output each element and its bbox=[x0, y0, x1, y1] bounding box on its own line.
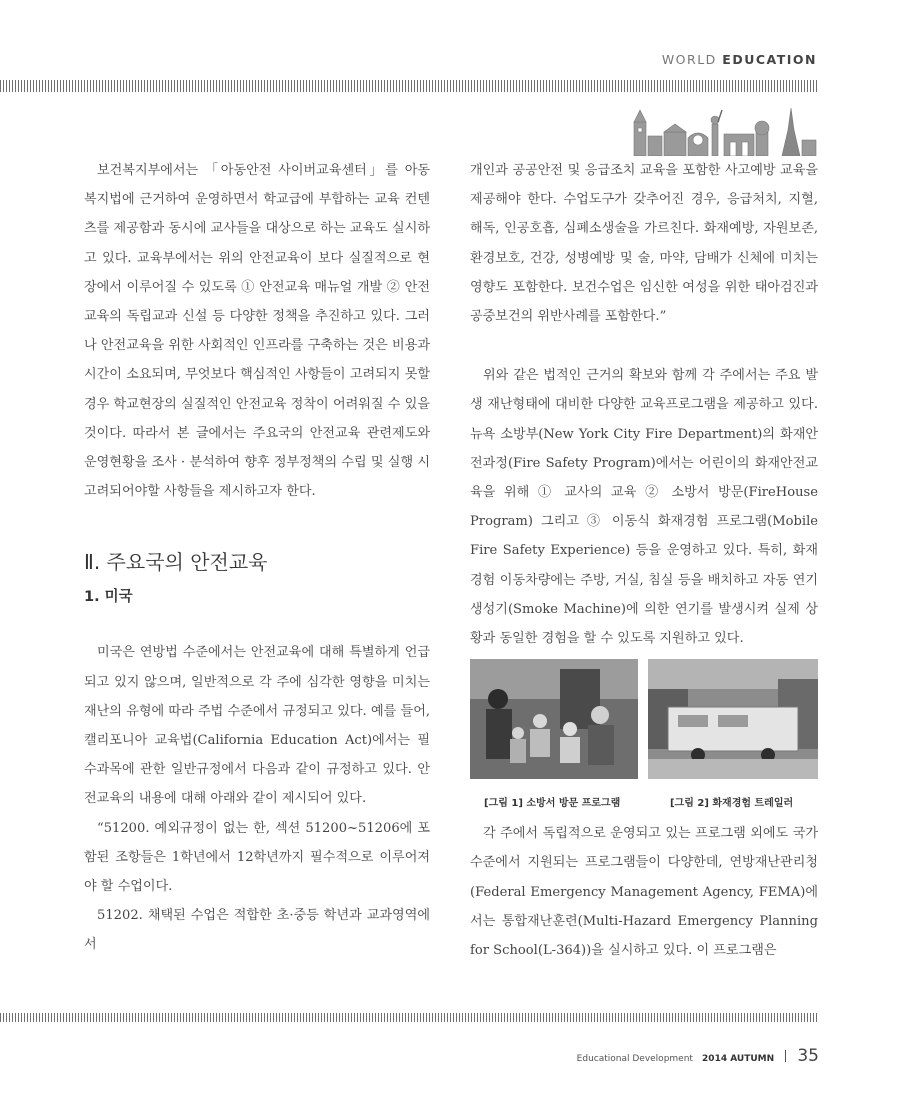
figure1-caption: [그림 1] 소방서 방문 프로그램 bbox=[484, 798, 621, 810]
quote-continued-paragraph: 51202. 채택된 수업은 적합한 초·중등 학년과 교과영역에서 bbox=[84, 908, 430, 953]
right-column bbox=[470, 156, 818, 965]
page-number: 35 bbox=[797, 1046, 819, 1066]
bottom-stripe-divider bbox=[0, 1013, 818, 1022]
footer-divider bbox=[785, 1050, 786, 1062]
section-title: Ⅱ. 주요국의 안전교육 bbox=[84, 550, 268, 575]
fema-paragraph: 각 주에서 독립적으로 운영되고 있는 프로그램 외에도 국가 수준에서 지원되는 프로그램들이 다양한데, 연방재난관리청(Federal Emergency Management Agency, FEMA)에서는 통합재난훈련(Multi-Hazard Emergency Planning for School(L-364))을 실시하고 있다. 이 프로그램은 bbox=[470, 826, 818, 959]
header-label bbox=[662, 52, 817, 67]
intro-paragraph: 보건복지부에서는 「아동안전 사이버교육센터」를 아동 복지법에 근거하여 운영하면서 학교급에 부합하는 교육 컨텐츠를 제공함과 동시에 교사들을 대상으로 하는 교육도 실시하고 있다. 교육부에서는 위의 안전교육이 보다 실질적으로 현장에서 이루어질 수 있도록 ① 안전교육 매뉴얼 개발 ② 안전교육의 독립교과 신설 등 다양한 정책을 추진하고 있다. 그러나 안전교육을 위한 사회적인 인프라를 구축하는 것은 비용과 시간이 소요되며, 무엇보다 핵심적인 사항들이 고려되지 못할 경우 학교현장의 실질적인 안전교육 정착이 어려워질 수 있을 것이다. 따라서 본 글에서는 주요국의 안전교육 관련제도와 운영현황을 조사 · 분석하여 향후 정부정책의 수립 및 실행 시 고려되어야할 사항들을 제시하고자 한다. bbox=[84, 163, 430, 500]
subsection-title: 1. 미국 bbox=[84, 589, 133, 606]
quote-paragraph: “51200. 예외규정이 없는 한, 섹션 51200~51206에 포함된 조항들은 1학년에서 12학년까지 필수적으로 이루어져야 할 수업이다. bbox=[84, 820, 430, 895]
header-label-bold: EDUCATION bbox=[722, 52, 817, 67]
footer-season: 2014 AUTUMN bbox=[702, 1054, 775, 1064]
fdny-paragraph: 위와 같은 법적인 근거의 확보와 함께 각 주에서는 주요 발생 재난형태에 대비한 다양한 교육프로그램을 제공하고 있다. 뉴욕 소방부(New York City Fire Department)의 화재안전과정(Fire Safety Program)에서는 어린이의 화재안전교육을 위해 ① 교사의 교육 ② 소방서 방문(FireHouse Program) 그리고 ③ 이동식 화재경험 프로그램(Mobile Fire Safety Experience) 등을 운영하고 있다. 특히, 화재경험 이동차량에는 주방, 거실, 침실 등을 배치하고 자동 연기생성기(Smoke Machine)에 의한 연기를 발생시켜 실제 상황과 동일한 경험을 할 수 있도록 지원하고 있다. bbox=[470, 368, 818, 647]
world-landmarks-icon bbox=[626, 100, 822, 156]
header-label-light: WORLD bbox=[661, 52, 717, 67]
figure2-caption: [그림 2] 화재경험 트레일러 bbox=[670, 798, 794, 810]
fire-trailer-photo bbox=[648, 659, 818, 779]
quote-end-paragraph: 개인과 공공안전 및 응급조치 교육을 포함한 사고예방 교육을 제공해야 한다. 수업도구가 갖추어진 경우, 응급처치, 지혈, 해독, 인공호흡, 심폐소생술을 가르친다. 화재예방, 자원보존, 환경보호, 건강, 성병예방 및 술, 마약, 담배가 신체에 미치는 영향도 포함한다. 보건수업은 임신한 여성을 위한 태아검진과 공중보건의 위반사례를 포함한다.” bbox=[470, 163, 818, 325]
top-stripe-divider bbox=[0, 80, 818, 92]
left-column bbox=[84, 156, 430, 960]
footer-publication: Educational Development bbox=[576, 1054, 693, 1064]
usa-paragraph: 미국은 연방법 수준에서는 안전교육에 대해 특별하게 언급되고 있지 않으며, 일반적으로 각 주에 심각한 영향을 미치는 재난의 유형에 따라 주법 수준에서 규정되고 있다. 예를 들어, 캘리포니아 교육법(California Education Act)에서는 필수과목에 관한 일반규정에서 다음과 같이 규정하고 있다. 안전교육의 내용에 대해 아래와 같이 제시되어 있다. bbox=[84, 645, 430, 807]
page-footer bbox=[577, 1046, 819, 1066]
figure-group bbox=[470, 659, 818, 819]
firehouse-visit-photo bbox=[470, 659, 638, 779]
